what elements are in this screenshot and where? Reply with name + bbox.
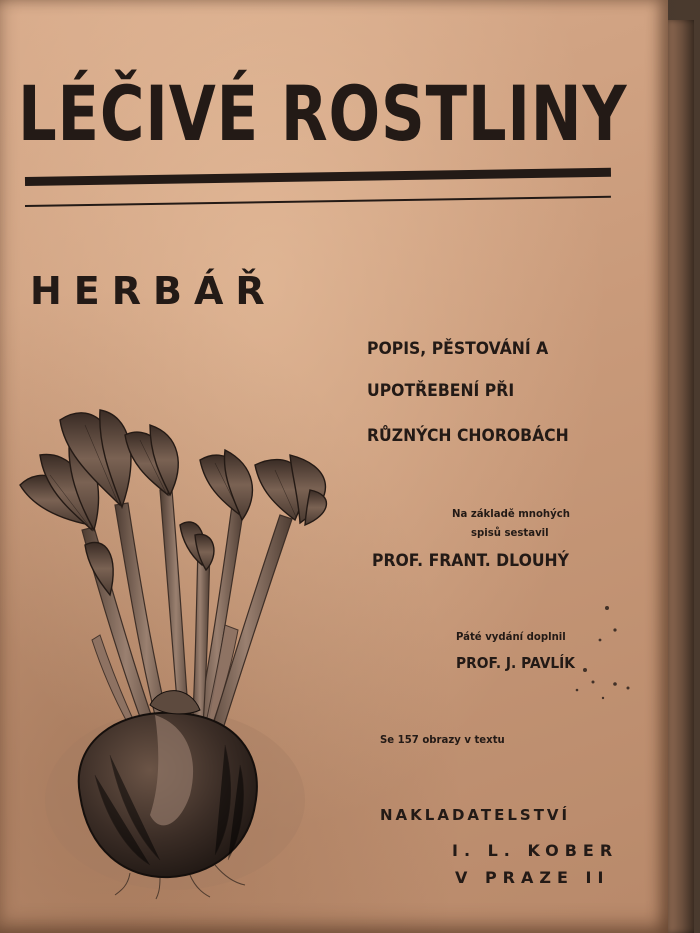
publisher-firm: I. L. KOBER <box>452 841 619 860</box>
book-subtitle: HERBÁŘ <box>30 269 277 313</box>
ink-specks <box>555 600 635 710</box>
book-page-edge <box>664 20 694 933</box>
edition-note: Páté vydání doplnil <box>456 630 566 643</box>
crocus-flowers-with-bulb-illustration <box>10 395 350 900</box>
title-rule-thick <box>25 168 611 186</box>
description-line-3: RŮZNÝCH CHOROBÁCH <box>367 426 569 446</box>
compiled-note-line-2: spisů sestavil <box>471 526 549 539</box>
publisher-name: NAKLADATELSTVÍ <box>380 806 571 824</box>
author-name: PROF. FRANT. DLOUHÝ <box>372 551 569 571</box>
description-line-2: UPOTŘEBENÍ PŘI <box>367 381 515 401</box>
compiled-note-line-1: Na základě mnohých <box>452 507 570 520</box>
description-line-1: POPIS, PĚSTOVÁNÍ A <box>367 339 549 359</box>
illustrations-note: Se 157 obrazy v textu <box>380 733 505 746</box>
publisher-city: V PRAZE II <box>455 868 610 887</box>
title-rule-thin <box>25 196 611 207</box>
book-title: LÉČIVÉ ROSTLINY <box>18 69 628 158</box>
editor-name: PROF. J. PAVLÍK <box>456 654 575 672</box>
